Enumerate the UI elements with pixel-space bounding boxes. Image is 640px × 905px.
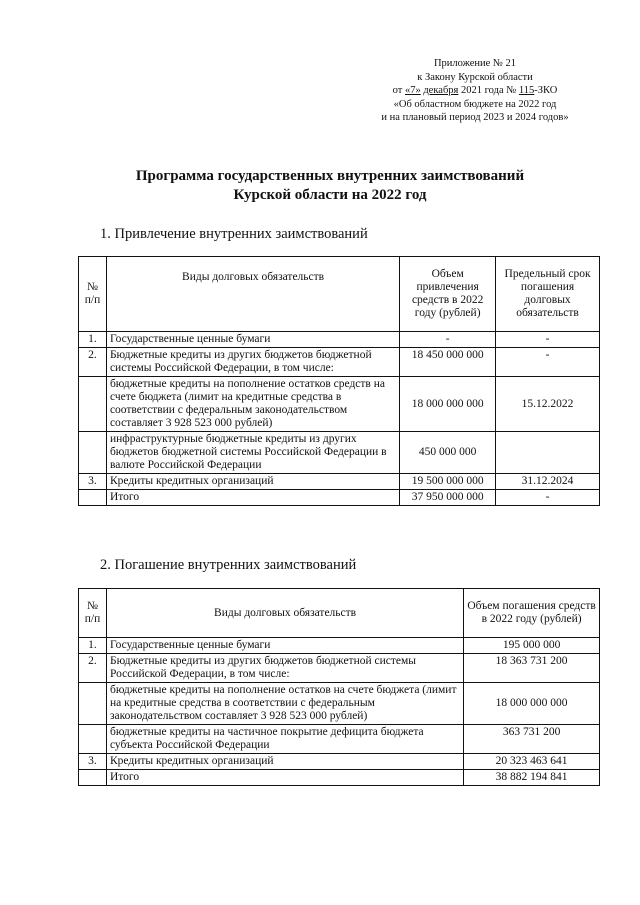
- section-2-heading: 2. Погашение внутренних заимствований: [100, 557, 357, 573]
- row-type: Государственные ценные бумаги: [106, 332, 399, 348]
- row-num: 2.: [79, 348, 107, 377]
- row-amount: 363 731 200: [464, 725, 600, 754]
- row-amount: 450 000 000: [400, 432, 496, 474]
- annex-line-5: и на плановый период 2023 и 2024 годов»: [381, 112, 569, 123]
- title-line-1: Программа государственных внутренних заимствований: [135, 168, 525, 184]
- header-amount: Объем погашения средств в 2022 году (рублей): [464, 589, 600, 638]
- annex-date-mid: 2021 года №: [458, 85, 519, 96]
- row-type: Итого: [106, 770, 463, 786]
- row-term: 31.12.2024: [496, 474, 600, 490]
- table-row: [79, 348, 600, 377]
- table-total-row: [79, 490, 600, 506]
- row-term: -: [496, 490, 600, 506]
- annex-law-suffix: -ЗКО: [534, 85, 558, 96]
- annex-line-3: [360, 84, 590, 98]
- annex-law-number: 115: [518, 85, 535, 96]
- row-amount: 19 500 000 000: [400, 474, 496, 490]
- table-header-row: [79, 589, 600, 638]
- header-type: Виды долговых обязательств: [106, 589, 463, 638]
- row-amount: -: [400, 332, 496, 348]
- row-type: Бюджетные кредиты из других бюджетов бюджетной системы Российской Федерации, в том числе:: [106, 348, 399, 377]
- annex-line-2: к Закону Курской области: [417, 71, 533, 83]
- row-type: Бюджетные кредиты из других бюджетов бюджетной системы Российской Федерации, в том числе:: [106, 654, 463, 683]
- row-amount: 38 882 194 841: [464, 770, 600, 786]
- row-term: 15.12.2022: [496, 377, 600, 432]
- table-row: [79, 432, 600, 474]
- row-amount: 18 000 000 000: [400, 377, 496, 432]
- row-type: бюджетные кредиты на частичное покрытие дефицита бюджета субъекта Российской Федерации: [106, 725, 463, 754]
- table-row: [79, 638, 600, 654]
- row-term: -: [496, 332, 600, 348]
- annex-line-4: «Об областном бюджете на 2022 год: [393, 98, 557, 110]
- row-amount: 37 950 000 000: [400, 490, 496, 506]
- title-line-2: Курской области на 2022 год: [233, 187, 427, 203]
- row-num: [79, 377, 107, 432]
- row-num: [79, 432, 107, 474]
- row-type: Государственные ценные бумаги: [106, 638, 463, 654]
- row-num: 2.: [79, 654, 107, 683]
- table-header-row: [79, 257, 600, 332]
- row-amount: 195 000 000: [464, 638, 600, 654]
- header-amount: Объем привлечения средств в 2022 году (рублей): [400, 257, 496, 332]
- document-title: [60, 167, 600, 205]
- table-row: [79, 377, 600, 432]
- table-row: [79, 683, 600, 725]
- table-row: [79, 654, 600, 683]
- table-row: [79, 332, 600, 348]
- row-amount: 18 450 000 000: [400, 348, 496, 377]
- row-type: Кредиты кредитных организаций: [106, 754, 463, 770]
- row-type: бюджетные кредиты на пополнение остатков на счете бюджета (лимит на кредитные средства в соответствии с федеральным законодательством составляет 3 928 523 000 рублей): [106, 683, 463, 725]
- row-num: 1.: [79, 638, 107, 654]
- row-num: 3.: [79, 474, 107, 490]
- table-row: [79, 725, 600, 754]
- row-num: [79, 770, 107, 786]
- annex-line-1: Приложение № 21: [433, 58, 517, 69]
- section-1-heading: 1. Привлечение внутренних заимствований: [100, 226, 368, 242]
- table-total-row: [79, 770, 600, 786]
- table-row: [79, 474, 600, 490]
- row-type: Кредиты кредитных организаций: [106, 474, 399, 490]
- header-num: № п/п: [79, 257, 107, 332]
- row-term: -: [496, 348, 600, 377]
- header-term: Предельный срок погашения долговых обязательств: [496, 257, 600, 332]
- row-num: [79, 490, 107, 506]
- row-type: бюджетные кредиты на пополнение остатков средств на счете бюджета (лимит на кредитные средства в соответствии с федеральным законодательством составляет 3 928 523 000 рублей): [106, 377, 399, 432]
- row-num: 3.: [79, 754, 107, 770]
- annex-header: [360, 57, 590, 125]
- row-num: [79, 725, 107, 754]
- header-type: Виды долговых обязательств: [106, 257, 399, 332]
- row-amount: 18 000 000 000: [464, 683, 600, 725]
- row-type: Итого: [106, 490, 399, 506]
- table-row: [79, 754, 600, 770]
- row-amount: 20 323 463 641: [464, 754, 600, 770]
- repayment-table: [78, 588, 600, 786]
- row-type: инфраструктурные бюджетные кредиты из других бюджетов бюджетной системы Российской Федерации в валюте Российской Федерации: [106, 432, 399, 474]
- header-num: № п/п: [79, 589, 107, 638]
- annex-date-month: декабря: [423, 85, 459, 96]
- row-num: [79, 683, 107, 725]
- row-num: 1.: [79, 332, 107, 348]
- annex-date-prefix: от: [392, 85, 405, 96]
- annex-date-day: «7»: [404, 85, 421, 96]
- borrowing-table: [78, 256, 600, 506]
- row-amount: 18 363 731 200: [464, 654, 600, 683]
- row-term: [496, 432, 600, 474]
